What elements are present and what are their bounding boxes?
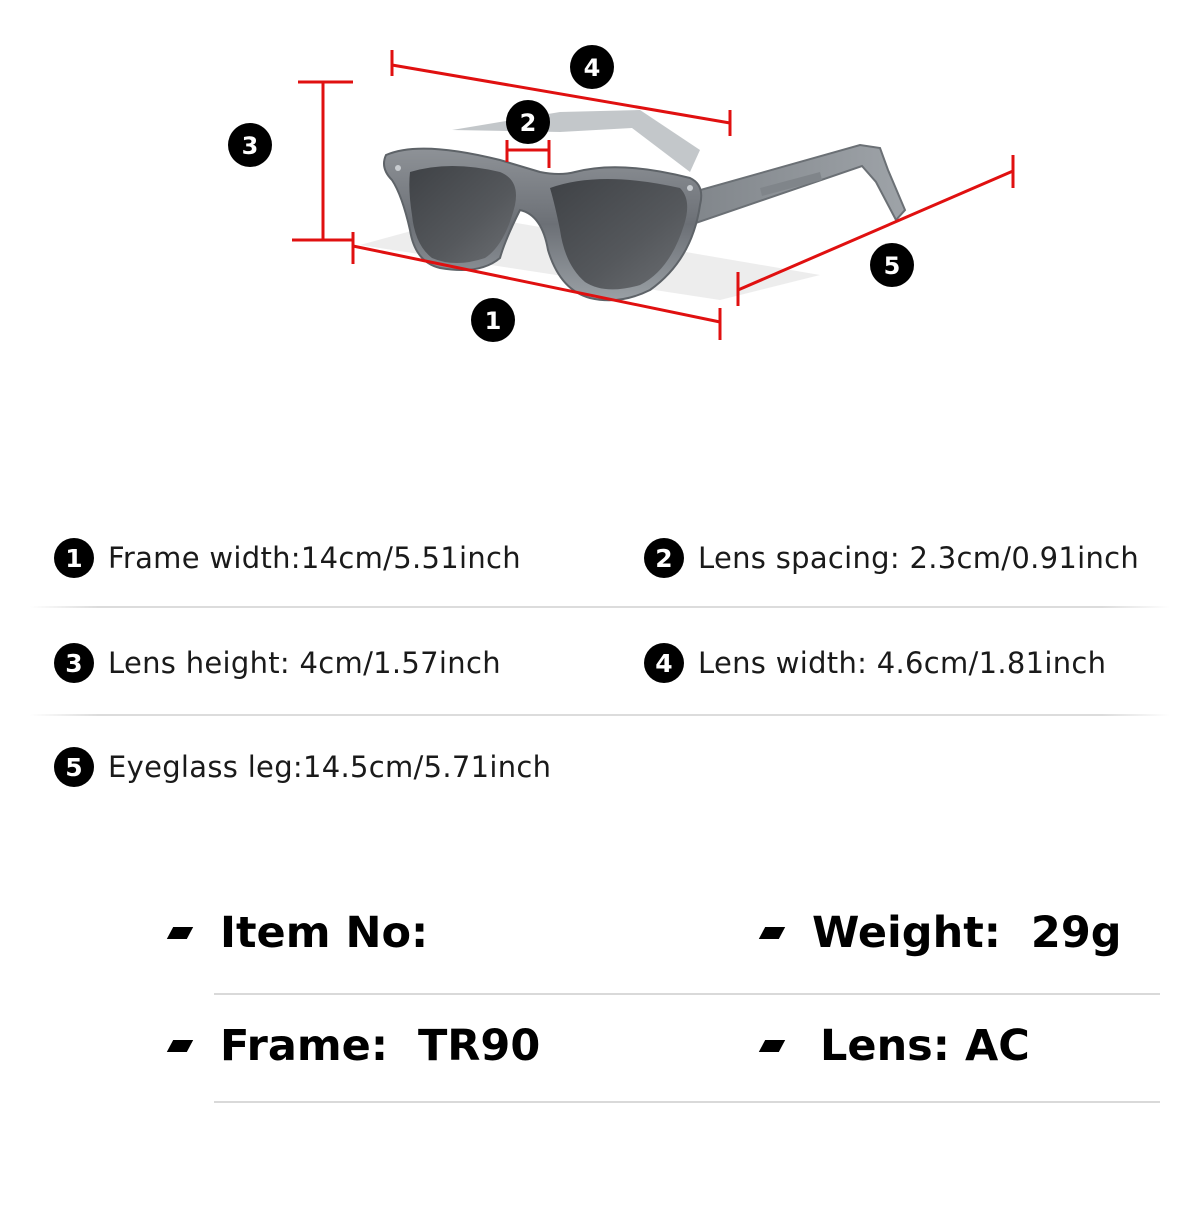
spec-number-badge: 3 — [54, 643, 94, 683]
marker-1-text: 1 — [484, 307, 502, 335]
info-value: AC — [949, 1021, 1030, 1071]
spec-text: Frame width:14cm/5.51inch — [108, 541, 521, 575]
spec-text: Eyeglass leg:14.5cm/5.71inch — [108, 750, 552, 784]
info-label: Frame: — [220, 1021, 389, 1071]
spec-text: Lens width: 4.6cm/1.81inch — [698, 646, 1107, 680]
marker-5-text: 5 — [883, 252, 901, 280]
marker-1-badge — [471, 298, 515, 342]
spec-number-badge: 2 — [644, 538, 684, 578]
info-frame — [170, 1016, 540, 1076]
marker-4-badge — [570, 45, 614, 89]
info-divider — [214, 1101, 1160, 1103]
spec-frame-width — [54, 536, 521, 580]
spec-eyeglass-leg — [54, 745, 551, 789]
spec-lens-spacing — [644, 536, 1139, 580]
spec-text: Lens height: 4cm/1.57inch — [108, 646, 501, 680]
spec-number-badge: 4 — [644, 643, 684, 683]
spec-lens-height — [54, 641, 501, 685]
spec-lens-width — [644, 641, 1106, 685]
marker-2-badge — [506, 100, 550, 144]
bullet-icon — [167, 1040, 193, 1052]
spec-text: Lens spacing: 2.3cm/0.91inch — [698, 541, 1140, 575]
bullet-icon — [759, 1040, 785, 1052]
info-lens — [762, 1016, 1030, 1076]
glasses-measurement-diagram — [0, 0, 1200, 420]
info-item-no — [170, 903, 428, 963]
info-label: Item No: — [220, 908, 429, 958]
info-value: 29g — [1000, 908, 1122, 958]
info-divider — [214, 993, 1160, 995]
marker-3-badge — [228, 123, 272, 167]
spec-number-badge: 1 — [54, 538, 94, 578]
info-weight — [762, 903, 1122, 963]
bullet-icon — [167, 927, 193, 939]
info-label: Lens: — [820, 1021, 950, 1071]
marker-2-text: 2 — [519, 109, 537, 137]
bullet-icon — [759, 927, 785, 939]
spec-number-badge: 5 — [54, 747, 94, 787]
spec-divider — [30, 606, 1170, 608]
marker-5-badge — [870, 243, 914, 287]
marker-3-text: 3 — [241, 132, 259, 160]
spec-divider — [30, 714, 1170, 716]
info-value: TR90 — [388, 1021, 541, 1071]
marker-4-text: 4 — [583, 54, 601, 82]
info-label: Weight: — [812, 908, 1001, 958]
